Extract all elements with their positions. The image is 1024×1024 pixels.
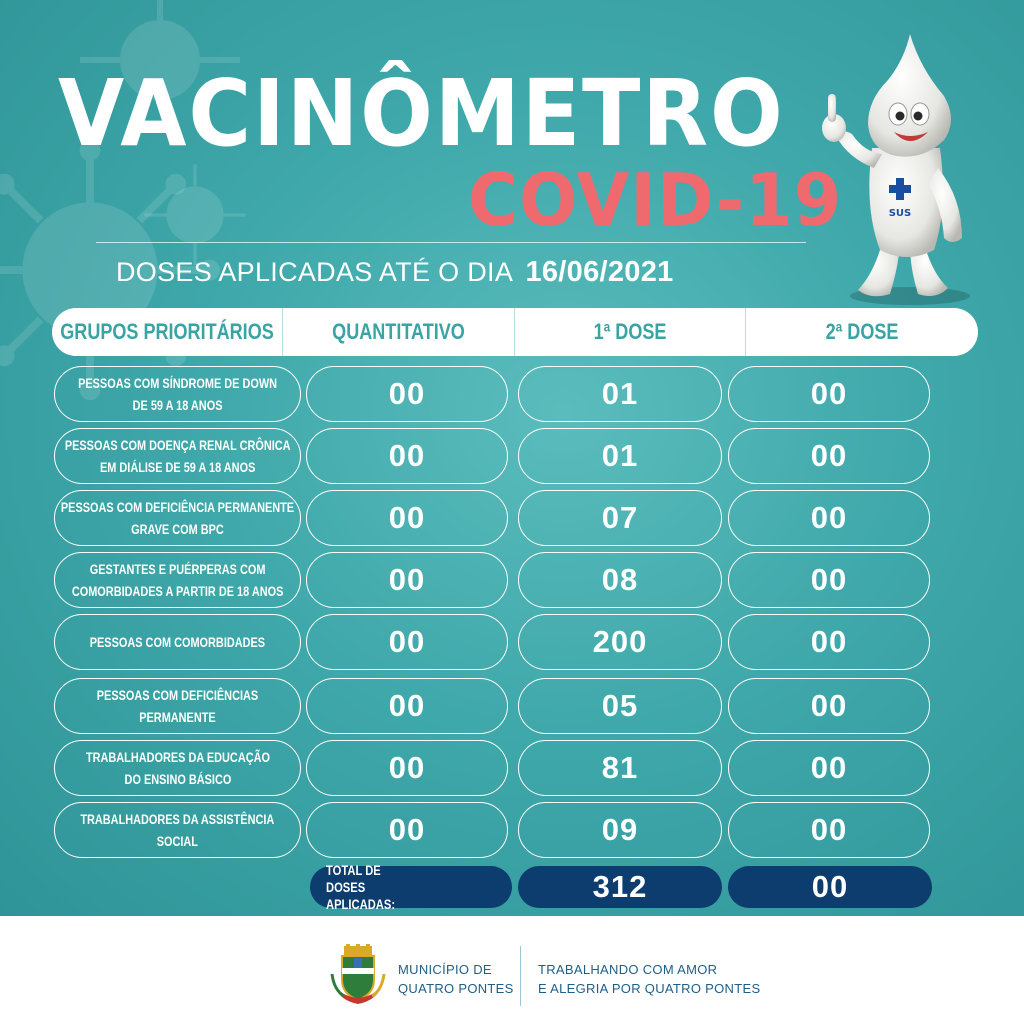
group-label-pill [54,366,301,422]
total-dose1-pill [518,866,722,908]
page-title: VACINÔMETRO [58,60,785,167]
total-dose1-value: 312 [592,869,648,904]
dose2-pill [728,614,930,670]
municipality-name [398,960,514,998]
column-header-groups: GRUPOS PRIORITÁRIOS [60,319,274,344]
table-row [54,366,930,422]
dose1-value: 09 [601,812,639,847]
slogan [538,960,760,998]
group-label-line1: GESTANTES E PUÉRPERAS COM [89,561,266,577]
dose1-pill [518,490,722,546]
dose2-pill [728,802,930,858]
quantitativo-pill [306,366,508,422]
quantitativo-value: 00 [388,500,426,535]
group-label-line2: SOCIAL [156,833,199,849]
dose1-pill [518,428,722,484]
dose2-value: 00 [810,624,848,659]
group-label-line2: GRAVE COM BPC [131,521,224,537]
group-label-line2: EM DIÁLISE DE 59 A 18 ANOS [99,459,256,475]
column-header-quantitativo: QUANTITATIVO [332,319,465,344]
dose1-pill [518,802,722,858]
group-label-line2: DE 59 A 18 ANOS [132,397,223,413]
dose2-pill [728,740,930,796]
doses-date-line [116,256,674,289]
table-row [54,490,930,546]
column-separator [514,308,515,356]
table-row [54,802,930,858]
total-label: TOTAL DE DOSES APLICADAS: [326,861,396,912]
footer [0,916,1024,1024]
group-label-line2: PERMANENTE [139,709,216,725]
mascot-badge: SUS [888,208,912,219]
report-date: 16/06/2021 [525,256,674,288]
dose2-pill [728,366,930,422]
group-label-pill [54,678,301,734]
doses-prefix: DOSES APLICADAS ATÉ O DIA [116,257,512,287]
dose1-value: 05 [601,688,639,723]
dose1-value: 01 [601,376,639,411]
table-row [54,740,930,796]
group-label-line1: TRABALHADORES DA EDUCAÇÃO [85,749,270,765]
group-label-pill [54,490,301,546]
column-separator [745,308,746,356]
quantitativo-value: 00 [388,376,426,411]
group-label-line1: PESSOAS COM DEFICIÊNCIA PERMANENTE [60,499,295,515]
dose2-value: 00 [810,688,848,723]
municipal-crest-icon [330,944,386,1008]
dose2-value: 00 [810,438,848,473]
dose2-pill [728,490,930,546]
table-header [52,308,978,356]
dose2-value: 00 [810,376,848,411]
dose2-value: 00 [810,750,848,785]
virus-decoration-icon [140,160,250,270]
total-label-pill [310,861,512,912]
group-label-pill [54,802,301,858]
quantitativo-value: 00 [388,562,426,597]
column-separator [282,308,283,356]
header-divider [96,242,806,243]
dose1-value: 08 [601,562,639,597]
mascot-drop-icon [812,28,992,308]
dose2-pill [728,552,930,608]
table-row [54,678,930,734]
total-dose2-value: 00 [811,869,849,904]
municipality-line2: QUATRO PONTES [398,981,514,996]
quantitativo-value: 00 [388,688,426,723]
quantitativo-pill [306,678,508,734]
table-row [54,614,930,670]
column-header-dose1: 1ª DOSE [593,319,667,344]
group-label-line1: PESSOAS COM SÍNDROME DE DOWN [78,375,278,391]
dose1-pill [518,678,722,734]
group-label-line1: PESSOAS COM DOENÇA RENAL CRÔNICA [64,437,291,453]
dose1-value: 07 [601,500,639,535]
dose1-value: 81 [601,750,639,785]
group-label-pill [54,428,301,484]
dose1-pill [518,366,722,422]
total-dose2-pill [728,866,932,908]
quantitativo-value: 00 [388,812,426,847]
dose2-value: 00 [810,812,848,847]
quantitativo-pill [306,428,508,484]
group-label-line2: DO ENSINO BÁSICO [124,771,231,787]
group-label-line1: TRABALHADORES DA ASSISTÊNCIA [80,811,275,827]
quantitativo-pill [306,490,508,546]
slogan-line2: E ALEGRIA POR QUATRO PONTES [538,981,761,996]
dose1-pill [518,614,722,670]
group-label-line1: PESSOAS COM DEFICIÊNCIAS [96,687,259,703]
dose2-value: 00 [810,562,848,597]
table-row [54,428,930,484]
quantitativo-value: 00 [388,750,426,785]
group-label-line2: COMORBIDADES A PARTIR DE 18 ANOS [71,583,284,599]
group-label-pill [54,552,301,608]
footer-divider [520,946,521,1006]
table-row [54,552,930,608]
dose2-value: 00 [810,500,848,535]
column-header-dose2: 2ª DOSE [825,319,899,344]
group-label-pill [54,614,301,670]
quantitativo-pill [306,740,508,796]
page-subtitle: COVID-19 [468,158,843,242]
quantitativo-value: 00 [388,624,426,659]
quantitativo-pill [306,802,508,858]
dose2-pill [728,428,930,484]
dose1-pill [518,740,722,796]
dose2-pill [728,678,930,734]
dose1-value: 01 [601,438,639,473]
quantitativo-value: 00 [388,438,426,473]
quantitativo-pill [306,552,508,608]
municipality-line1: MUNICÍPIO DE [398,962,492,977]
dose1-value: 200 [592,624,648,659]
slogan-line1: TRABALHANDO COM AMOR [538,962,718,977]
group-label-pill [54,740,301,796]
dose1-pill [518,552,722,608]
quantitativo-pill [306,614,508,670]
group-label-line1: PESSOAS COM COMORBIDADES [89,634,266,650]
